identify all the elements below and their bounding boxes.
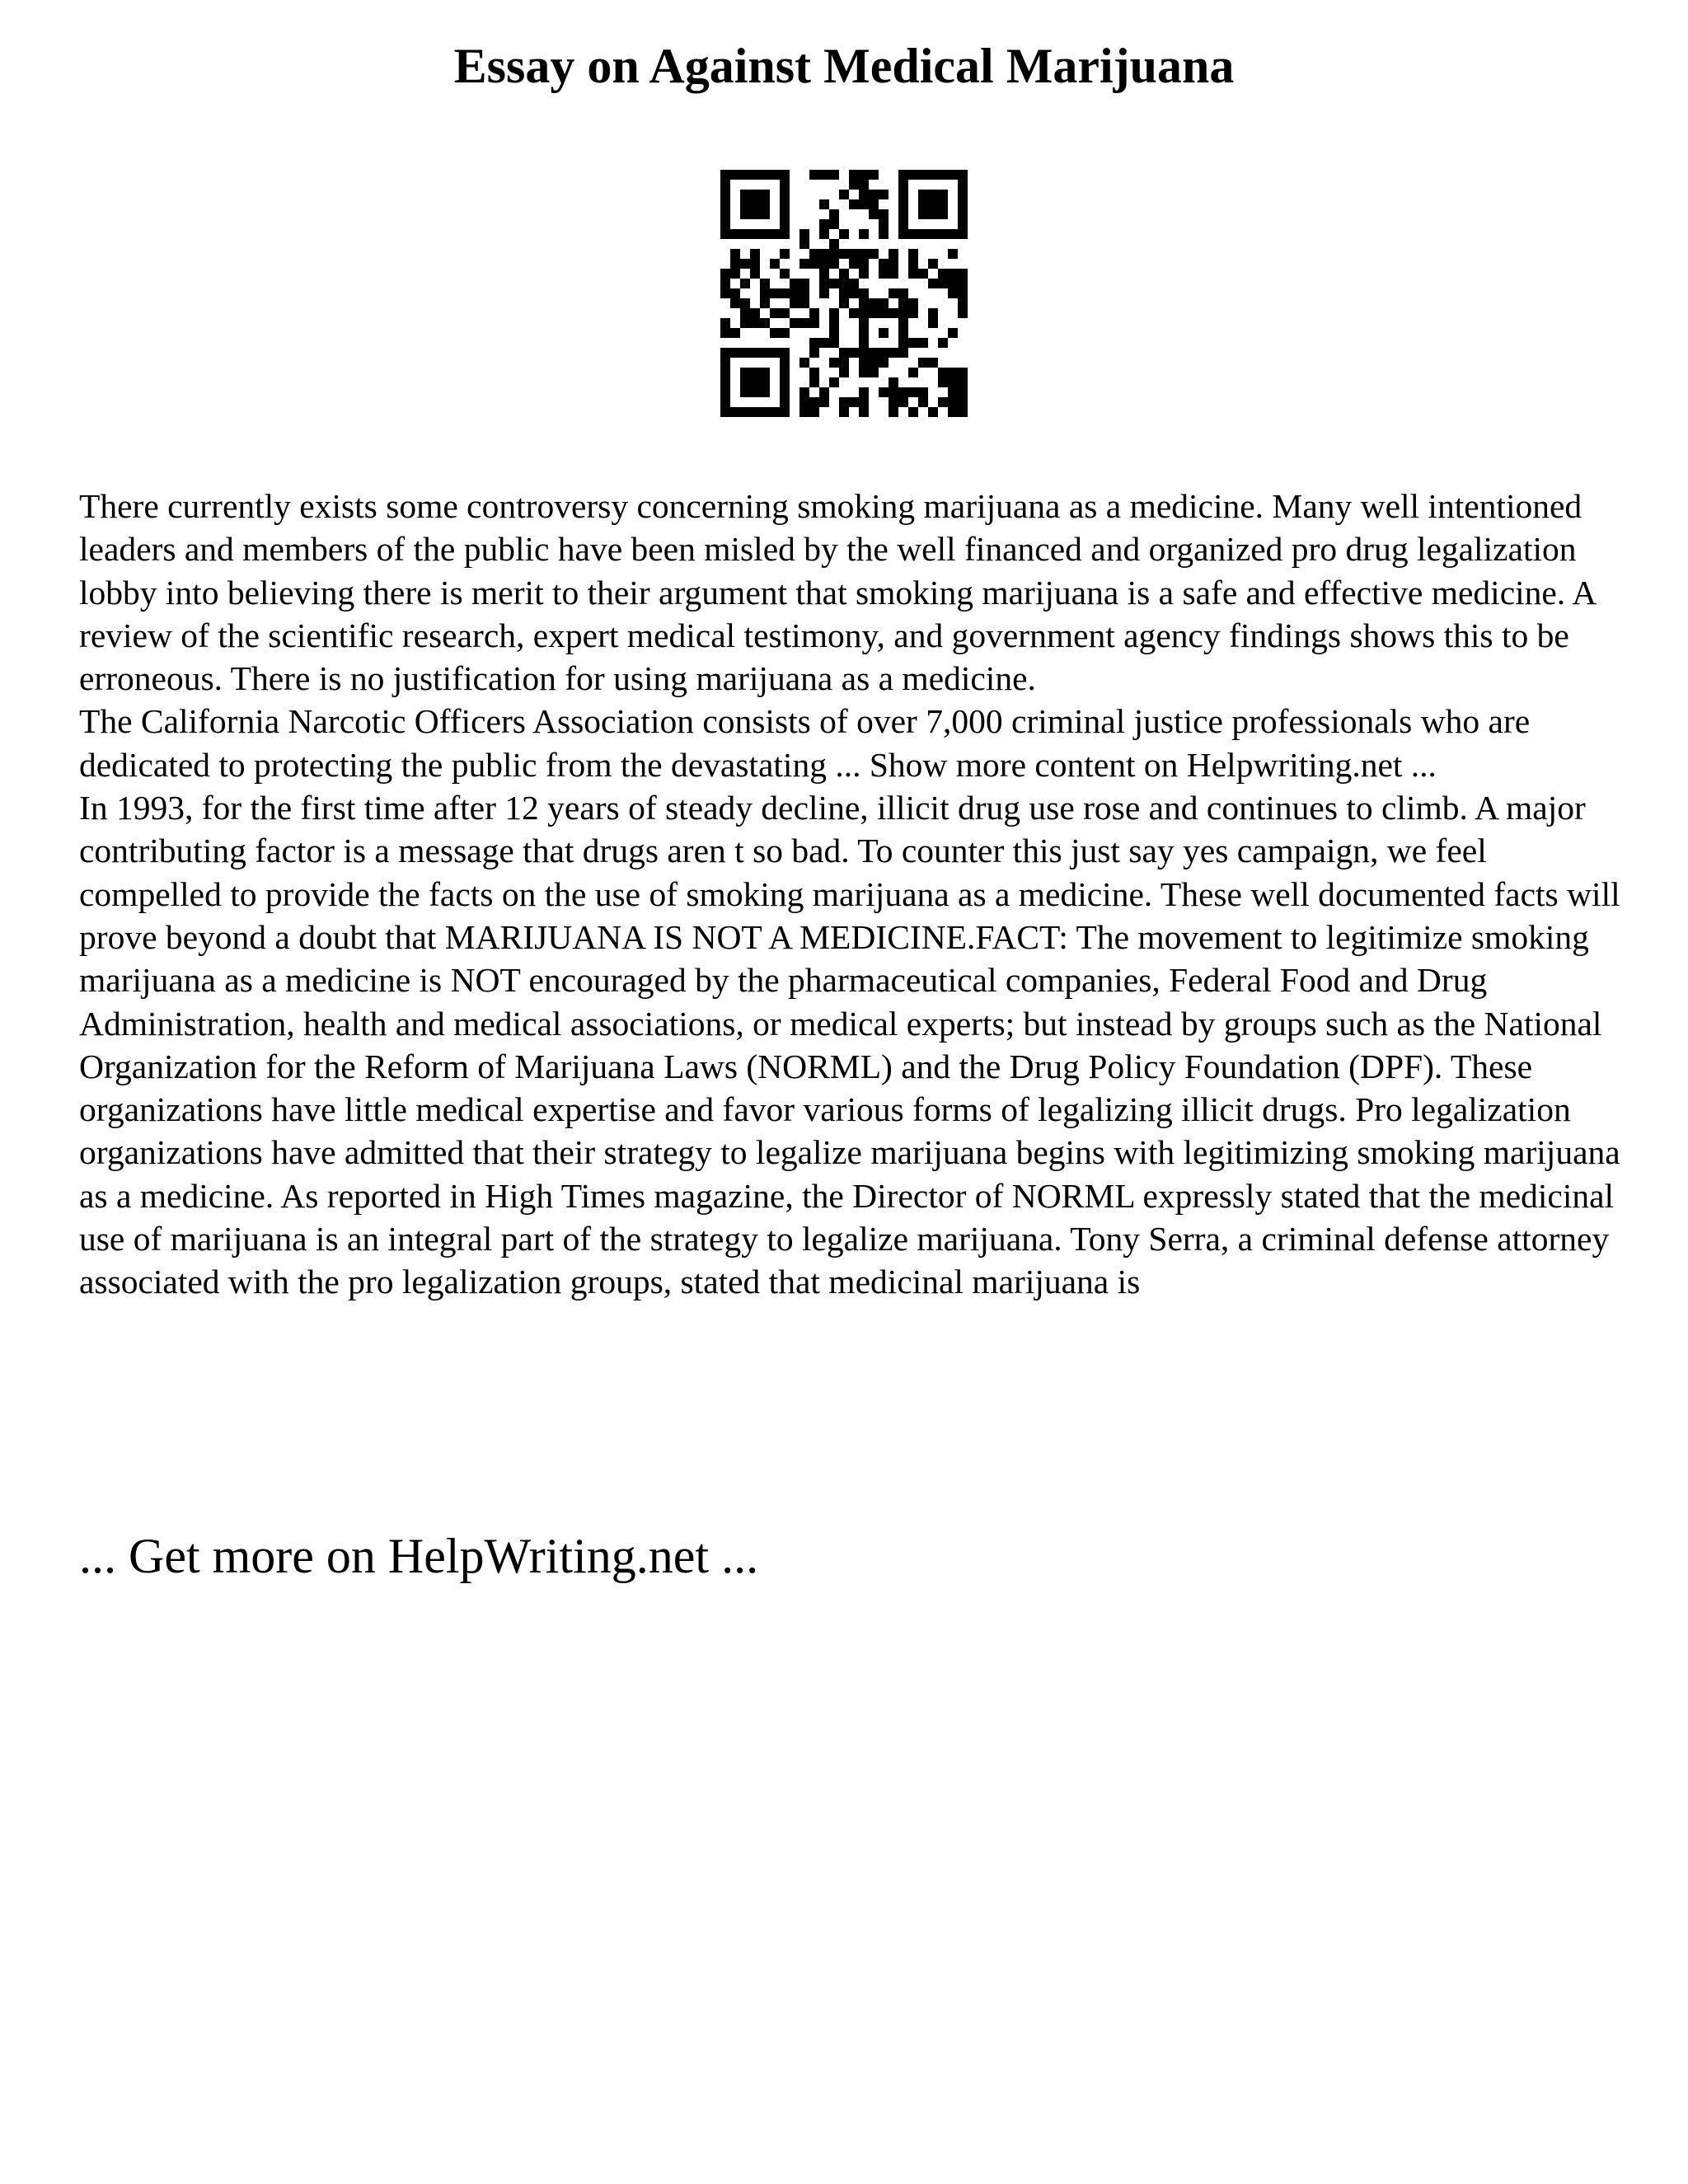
paragraph-facts: In 1993, for the first time after 12 years of steady decline, illicit drug use rose and continues to climb. A major contributing factor is a message that drugs aren t so bad. To counter this just say yes campaign, we feel compelled to provide the facts on the use of smoking marijuana as a medicine. These well documented facts will prove beyond a doubt that MARIJUANA IS NOT A MEDICINE.FACT: The movement to legitimize smoking marijuana as a medicine is NOT encouraged by the pharmaceutical companies, Federal Food and Drug Administration, health and medical associations, or medical experts; but instead by groups such as the National Organization for the Reform of Marijuana Laws (NORML) and the Drug Policy Foundation (DPF). These organizations have little medical expertise and favor various forms of legalizing illicit drugs. Pro legalization organizations have admitted that their strategy to legalize marijuana begins with legitimizing smoking marijuana as a medicine. As reported in High Times magazine, the Director of NORML expressly stated that the medicinal use of marijuana is an integral part of the strategy to legalize marijuana. Tony Serra, a criminal defense attorney associated with the pro legalization groups, stated that medicinal marijuana is <box>79 789 1620 1301</box>
qr-code-icon <box>720 170 968 417</box>
get-more-link[interactable]: ... Get more on HelpWriting.net ... <box>79 1529 759 1583</box>
document-title: Essay on Against Medical Marijuana <box>453 39 1235 93</box>
paragraph-association: The California Narcotic Officers Association consists of over 7,000 criminal justice professionals who are dedicated to protecting the public from the devastating ... Show more content on Helpwriting.net ... <box>79 702 1531 784</box>
paragraph-intro: There currently exists some controversy concerning smoking marijuana as a medicine. Many well intentioned leaders and members of the public have been misled by the well financed and organized pro drug legalization lobby into believing there is merit to their argument that smoking marijuana is a safe and effective medicine. A review of the scientific research, expert medical testimony, and government agency findings shows this to be erroneous. There is no justification for using marijuana as a medicine. <box>79 487 1595 698</box>
essay-body <box>79 485 1637 1304</box>
